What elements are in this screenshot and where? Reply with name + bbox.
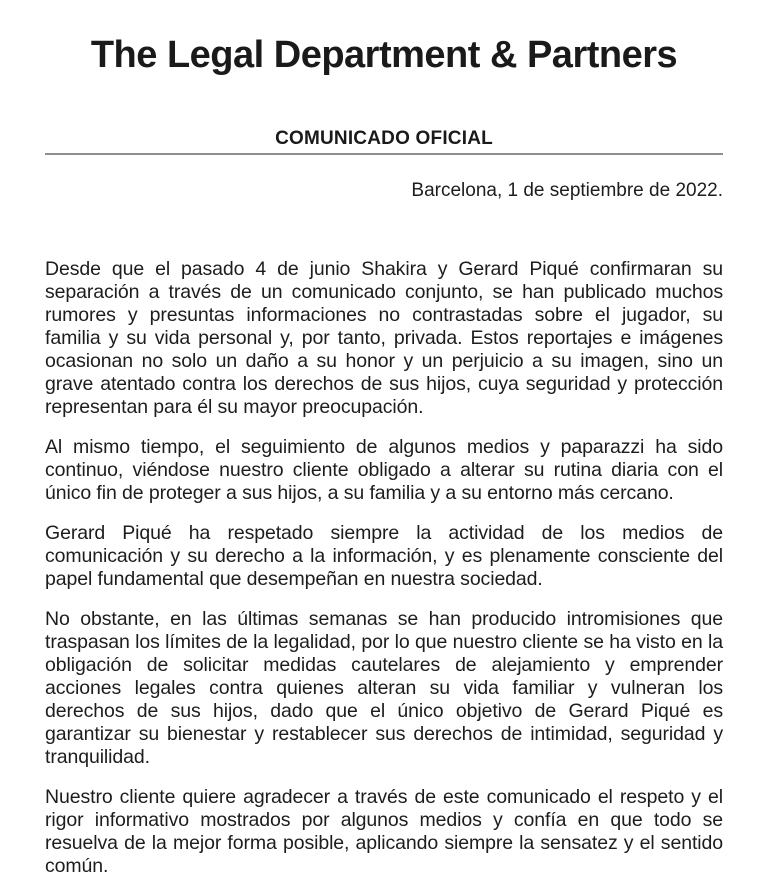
statement-body xyxy=(45,258,723,878)
statement-heading: COMUNICADO OFICIAL xyxy=(275,128,493,149)
statement-heading-block xyxy=(45,128,723,155)
paragraph-3: Gerard Piqué ha respetado siempre la actividad de los medios de comunicación y su derecho a la información, y es plenamente consciente del papel fundamental que desempeñan en nuestra sociedad. xyxy=(45,522,723,590)
paragraph-1: Desde que el pasado 4 de junio Shakira y Gerard Piqué confirmaran su separación a través de un comunicado conjunto, se han publicado muchos rumores y presuntas informaciones no contrastadas sobre el jugador, su familia y su vida personal y, por tanto, privada. Estos reportajes e imágenes ocasionan no solo un daño a su honor y un perjuicio a su imagen, sino un grave atentado contra los derechos de sus hijos, cuya seguridad y protección representan para él su mayor preocupación. xyxy=(45,258,723,418)
heading-divider xyxy=(45,153,723,155)
paragraph-5: Nuestro cliente quiere agradecer a través de este comunicado el respeto y el rigor informativo mostrados por algunos medios y confía en que todo se resuelva de la mejor forma posible, aplicando siempre la sensatez y el sentido común. xyxy=(45,786,723,877)
paragraph-4: No obstante, en las últimas semanas se han producido intromisiones que traspasan los límites de la legalidad, por lo que nuestro cliente se ha visto en la obligación de solicitar medidas cautelares de alejamiento y emprender acciones legales contra quienes alteran su vida familiar y vulneran los derechos de sus hijos, dado que el único objetivo de Gerard Piqué es garantizar su bienestar y restablecer sus derechos de intimidad, seguridad y tranquilidad. xyxy=(45,608,723,768)
dateline: Barcelona, 1 de septiembre de 2022. xyxy=(411,180,723,201)
paragraph-2: Al mismo tiempo, el seguimiento de algunos medios y paparazzi ha sido continuo, viéndose nuestro cliente obligado a alterar su rutina diaria con el único fin de proteger a sus hijos, a su familia y a su entorno más cercano. xyxy=(45,436,723,504)
letterhead-title: The Legal Department & Partners xyxy=(90,34,678,76)
